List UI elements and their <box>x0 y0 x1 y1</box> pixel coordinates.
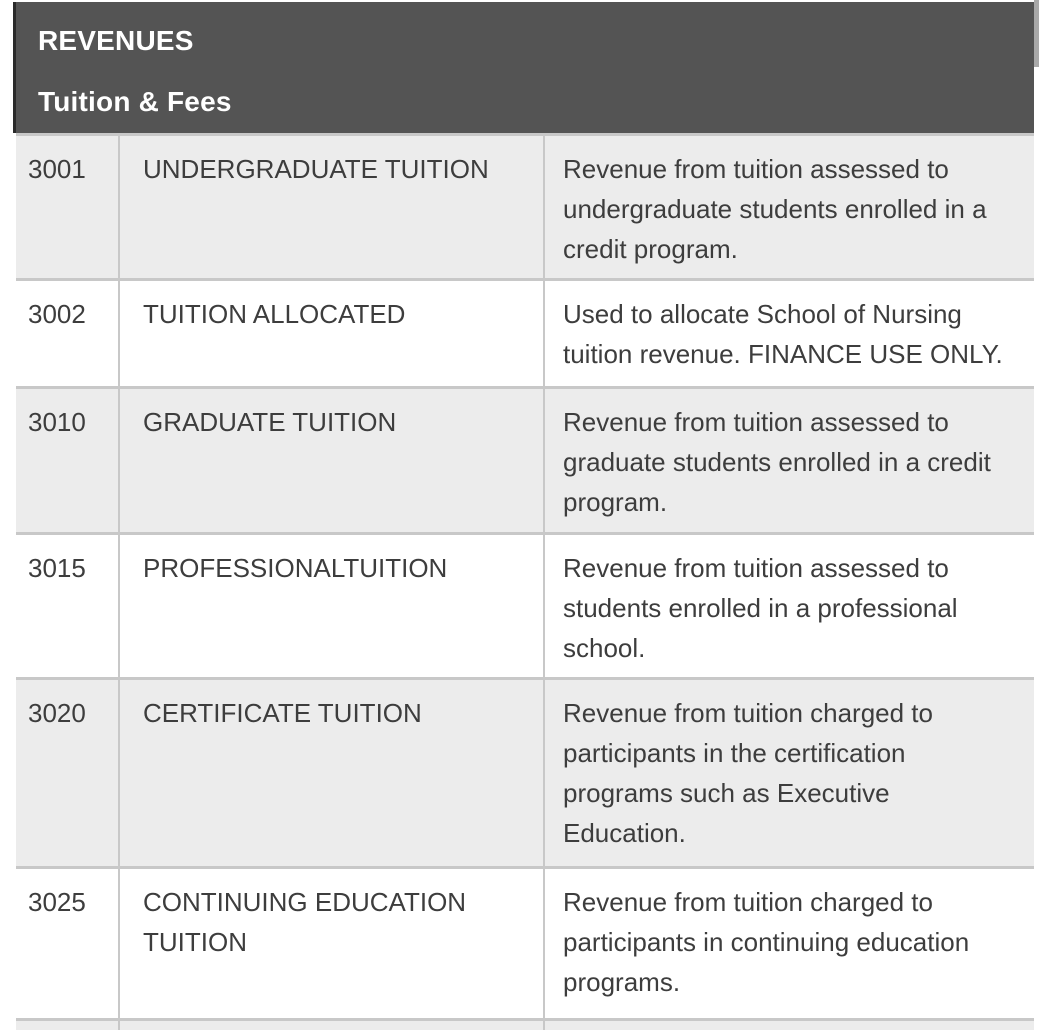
account-description: Revenue from tuition assessed to graduate students enrolled in a credit program. <box>543 389 1034 532</box>
table-row <box>16 133 1034 278</box>
account-description: Revenue from tuition charged to participants in continuing education programs. <box>543 869 1034 1018</box>
account-code: 3010 <box>28 407 86 437</box>
table-row <box>16 532 1034 677</box>
account-name: CERTIFICATE TUITION <box>118 680 543 866</box>
account-name: UNDERGRADUATE TUITION <box>118 136 543 278</box>
table-row <box>16 278 1034 386</box>
account-name: PROFESSIONALTUITION <box>118 535 543 677</box>
table-row-partial <box>16 1018 1034 1030</box>
section-header-revenues: REVENUES <box>38 25 194 56</box>
account-description: Revenue from tuition assessed to undergraduate students enrolled in a credit program. <box>543 136 1034 278</box>
account-code <box>16 1021 118 1030</box>
table-body <box>16 133 1034 1030</box>
account-code: 3020 <box>28 698 86 728</box>
account-code: 3001 <box>28 154 86 184</box>
account-name <box>118 1021 543 1030</box>
accounts-table <box>13 2 1034 1030</box>
table-header <box>13 2 1034 133</box>
subsection-header-tuition-fees: Tuition & Fees <box>38 86 232 117</box>
account-description <box>543 1021 1034 1030</box>
account-code: 3025 <box>28 887 86 917</box>
table-row <box>16 866 1034 1018</box>
account-description: Revenue from tuition assessed to students enrolled in a professional school. <box>543 535 1034 677</box>
account-description: Revenue from tuition charged to participants in the certification programs such as Executive Education. <box>543 680 1034 866</box>
account-name: TUITION ALLOCATED <box>118 281 543 386</box>
account-code: 3002 <box>28 299 86 329</box>
scrollbar-thumb[interactable] <box>1034 0 1039 67</box>
account-code: 3015 <box>28 553 86 583</box>
account-name: CONTINUING EDUCATION TUITION <box>118 869 543 1018</box>
table-row <box>16 386 1034 532</box>
table-row <box>16 677 1034 866</box>
account-description: Used to allocate School of Nursing tuition revenue. FINANCE USE ONLY. <box>543 281 1034 386</box>
account-name: GRADUATE TUITION <box>118 389 543 532</box>
